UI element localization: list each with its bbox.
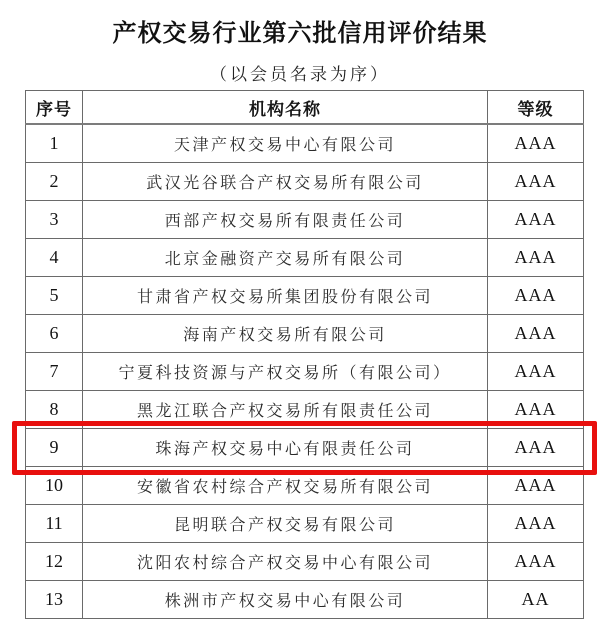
row-index: 2 (26, 163, 83, 201)
row-grade: AAA (488, 543, 584, 581)
table-row (26, 429, 584, 467)
row-grade: AAA (488, 277, 584, 315)
table-header-row (26, 91, 584, 125)
row-index: 9 (26, 429, 83, 467)
row-grade: AAA (488, 163, 584, 201)
credit-rating-table (25, 90, 584, 619)
row-institution-name: 株洲市产权交易中心有限公司 (83, 581, 488, 619)
row-index: 7 (26, 353, 83, 391)
table-row (26, 467, 584, 505)
row-institution-name: 宁夏科技资源与产权交易所（有限公司） (83, 353, 488, 391)
row-index: 11 (26, 505, 83, 543)
table-row (26, 391, 584, 429)
table-row (26, 315, 584, 353)
row-grade: AA (488, 581, 584, 619)
table-row (26, 124, 584, 163)
table-row (26, 505, 584, 543)
row-grade: AAA (488, 429, 584, 467)
row-index: 12 (26, 543, 83, 581)
column-header-index: 序号 (26, 91, 83, 125)
column-header-grade: 等级 (488, 91, 584, 125)
row-grade: AAA (488, 239, 584, 277)
row-grade: AAA (488, 124, 584, 163)
page-title: 产权交易行业第六批信用评价结果 (112, 20, 488, 47)
table-body (26, 124, 584, 619)
row-institution-name: 海南产权交易所有限公司 (83, 315, 488, 353)
row-index: 8 (26, 391, 83, 429)
row-grade: AAA (488, 353, 584, 391)
table-row (26, 543, 584, 581)
table-row (26, 581, 584, 619)
row-institution-name: 天津产权交易中心有限公司 (83, 124, 488, 163)
row-institution-name: 甘肃省产权交易所集团股份有限公司 (83, 277, 488, 315)
row-institution-name: 沈阳农村综合产权交易中心有限公司 (83, 543, 488, 581)
row-institution-name: 西部产权交易所有限责任公司 (83, 201, 488, 239)
row-grade: AAA (488, 315, 584, 353)
table-row (26, 163, 584, 201)
row-index: 10 (26, 467, 83, 505)
row-institution-name: 武汉光谷联合产权交易所有限公司 (83, 163, 488, 201)
page-subtitle: （以会员名录为序） (210, 65, 390, 84)
row-index: 5 (26, 277, 83, 315)
row-index: 1 (26, 124, 83, 163)
row-institution-name: 北京金融资产交易所有限公司 (83, 239, 488, 277)
row-index: 3 (26, 201, 83, 239)
row-institution-name: 珠海产权交易中心有限责任公司 (83, 429, 488, 467)
table-row (26, 201, 584, 239)
row-grade: AAA (488, 505, 584, 543)
row-institution-name: 昆明联合产权交易有限公司 (83, 505, 488, 543)
column-header-institution: 机构名称 (83, 91, 488, 125)
row-grade: AAA (488, 391, 584, 429)
row-institution-name: 安徽省农村综合产权交易所有限公司 (83, 467, 488, 505)
row-grade: AAA (488, 467, 584, 505)
table-row (26, 239, 584, 277)
row-grade: AAA (488, 201, 584, 239)
row-institution-name: 黑龙江联合产权交易所有限责任公司 (83, 391, 488, 429)
row-index: 4 (26, 239, 83, 277)
table-row (26, 353, 584, 391)
row-index: 6 (26, 315, 83, 353)
row-index: 13 (26, 581, 83, 619)
table-row (26, 277, 584, 315)
